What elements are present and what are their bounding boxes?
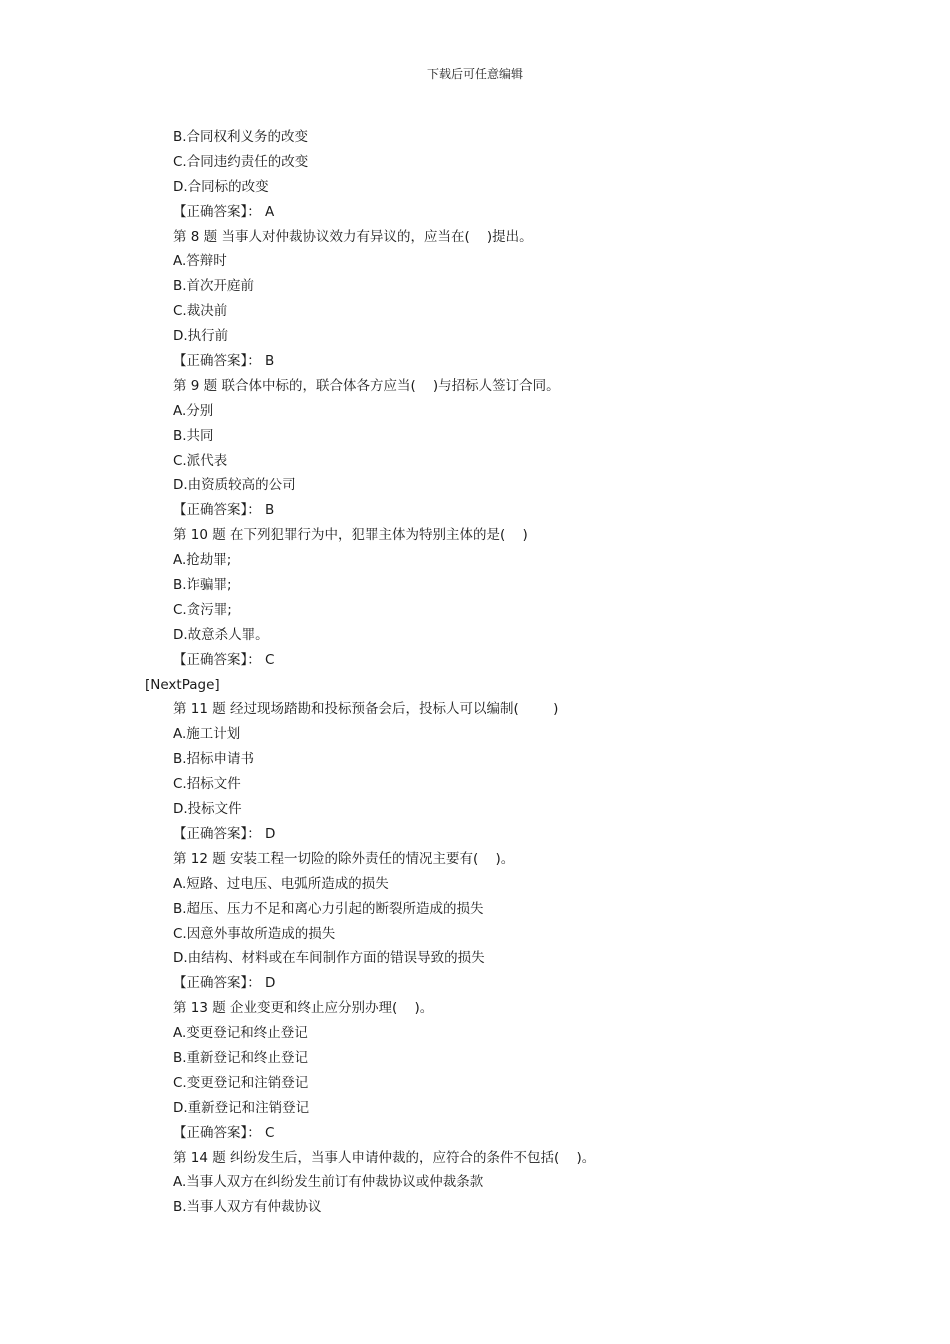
option-line: A.施工计划: [173, 726, 241, 743]
question-line: 第 13 题 企业变更和终止应分别办理( )。: [173, 1000, 434, 1017]
option-line: C.合同违约责任的改变: [173, 153, 309, 170]
option-line: D.由结构、材料或在车间制作方面的错误导致的损失: [173, 950, 485, 967]
option-line: B.招标申请书: [173, 751, 255, 768]
option-line: B.重新登记和终止登记: [173, 1049, 309, 1066]
answer-line: 【正确答案】： D: [173, 825, 276, 842]
option-line: D.投标文件: [173, 801, 242, 818]
document-body: [0, 125, 950, 1220]
option-line: A.短路、过电压、电弧所造成的损失: [173, 875, 389, 892]
question-line: 第 14 题 纠纷发生后，当事人申请仲裁的，应符合的条件不包括( )。: [173, 1149, 596, 1166]
answer-line: 【正确答案】： B: [173, 353, 275, 370]
option-line: B.诈骗罪;: [173, 577, 232, 594]
option-line: B.当事人双方有仲裁协议: [173, 1199, 322, 1216]
next-page-marker: [NextPage]: [145, 676, 220, 693]
option-line: D.由资质较高的公司: [173, 477, 296, 494]
option-line: C.变更登记和注销登记: [173, 1074, 309, 1091]
question-line: 第 8 题 当事人对仲裁协议效力有异议的，应当在( )提出。: [173, 228, 533, 245]
option-line: A.答辩时: [173, 253, 227, 270]
page-header: 下载后可任意编辑: [426, 67, 523, 81]
option-line: B.合同权利义务的改变: [173, 129, 309, 145]
option-line: A.当事人双方在纠纷发生前订有仲裁协议或仲裁条款: [173, 1174, 484, 1191]
question-line: 第 9 题 联合体中标的，联合体各方应当( )与招标人签订合同。: [173, 377, 560, 394]
question-line: 第 10 题 在下列犯罪行为中，犯罪主体为特别主体的是( ): [173, 527, 528, 544]
option-line: A.变更登记和终止登记: [173, 1025, 308, 1042]
answer-line: 【正确答案】： C: [173, 1124, 275, 1141]
question-line: 第 12 题 安装工程一切险的除外责任的情况主要有( )。: [173, 850, 515, 867]
option-line: A.分别: [173, 402, 214, 419]
option-line: C.裁决前: [173, 303, 228, 320]
option-line: B.首次开庭前: [173, 278, 255, 295]
option-line: D.合同标的改变: [173, 178, 269, 195]
option-line: C.因意外事故所造成的损失: [173, 925, 336, 942]
option-line: A.抢劫罪;: [173, 552, 232, 569]
question-line: 第 11 题 经过现场踏勘和投标预备会后，投标人可以编制( ): [173, 701, 559, 718]
answer-line: 【正确答案】： D: [173, 975, 276, 992]
option-line: B.超压、压力不足和离心力引起的断裂所造成的损失: [173, 900, 484, 917]
answer-line: 【正确答案】： A: [173, 203, 275, 220]
option-line: B.共同: [173, 427, 214, 444]
option-line: C.派代表: [173, 452, 228, 469]
option-line: D.重新登记和注销登记: [173, 1099, 310, 1116]
answer-line: 【正确答案】： C: [173, 651, 275, 668]
answer-line: 【正确答案】： B: [173, 502, 275, 519]
option-line: D.执行前: [173, 328, 229, 345]
option-line: D.故意杀人罪。: [173, 626, 269, 643]
option-line: C.贪污罪;: [173, 601, 232, 618]
option-line: C.招标文件: [173, 776, 241, 793]
